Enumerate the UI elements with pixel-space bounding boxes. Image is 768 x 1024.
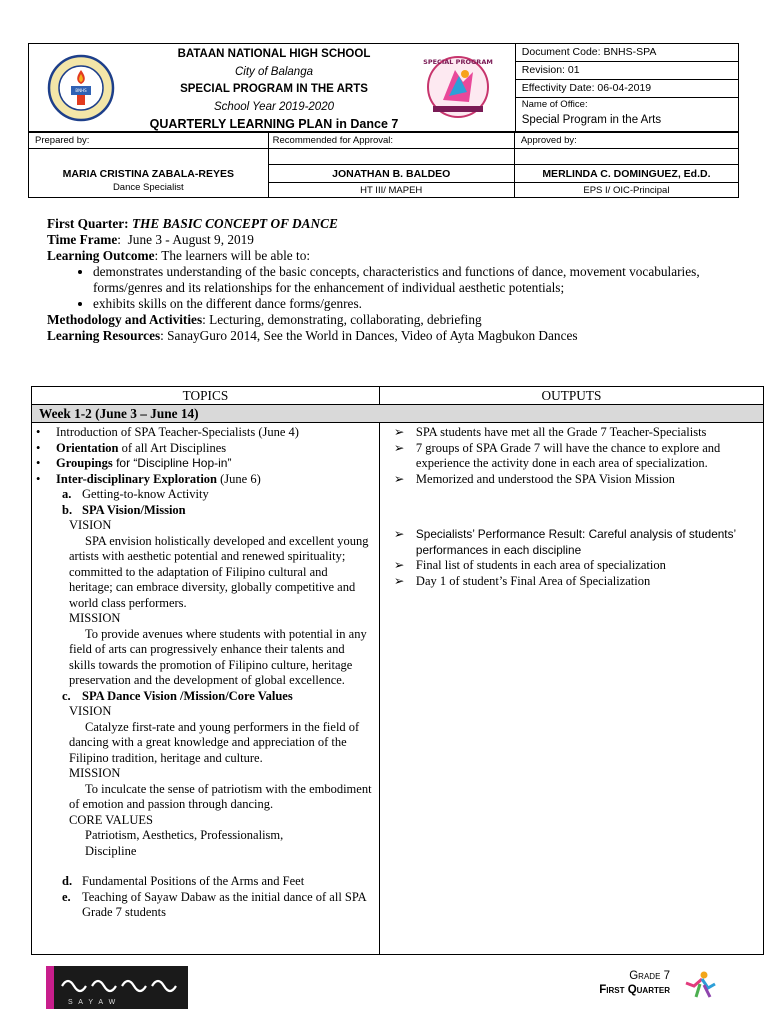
dance-mission-text: To inculcate the sense of patriotism with the embodiment of emotion and passion through dancing. [69,781,372,811]
spa-logo-icon [419,52,497,122]
doc-meta [515,44,738,132]
school-seal-icon [47,54,115,122]
quarter-info [47,216,727,344]
resources-line: Learning Resources: SanayGuro 2014, See the World in Dances, Video of Ayta Magbukon Dances [47,328,578,343]
list-item: c. SPA Dance Vision /Mission/Core Values [62,688,293,703]
list-item: • exhibits skills on the different dance forms/genres. [93,296,727,312]
logo-subtext: S A Y A W [68,999,118,1006]
quarter-line: First Quarter: THE BASIC CONCEPT OF DANCE [47,216,338,231]
signatory-table [28,132,739,198]
list-item: d. Fundamental Positions of the Arms and Feet [62,874,305,888]
dance-vision-text: Catalyze first-rate and young performers in the field of dancing with a great knowledge and appreciation of the Filipino tradition, heritage and culture. [69,719,360,765]
prepared-label: Prepared by: [29,133,269,149]
office-value: Special Program in the Arts [521,114,662,126]
footer-quarter: First Quarter [599,984,670,996]
sayaw-logo [46,966,188,1009]
dance-vision-heading: VISION [69,704,112,718]
recommender-title: HT III/ MAPEH [268,183,514,198]
school-block [29,44,516,132]
dancer-figure-icon [682,970,718,1000]
mission-text: To provide avenues where students with potential in any field of arts can progressively enhance their talents and skills towards the promotion of Filipino culture, heritage preservation and the development of global excellence. [69,626,367,687]
methodology-line: Methodology and Activities: Lecturing, demonstrating, collaborating, debriefing [47,312,482,327]
quarter-title: THE BASIC CONCEPT OF DANCE [131,216,338,231]
revision: Revision: 01 [516,62,738,80]
svg-text:BNHS: BNHS [75,88,87,93]
week-row: Week 1-2 (June 3 – June 14) [32,405,764,423]
preparer-cell [29,149,269,198]
list-item: ➢ Final list of students in each area of specialization [393,558,666,572]
mission-heading: MISSION [69,611,121,625]
list-item: ➢ 7 groups of SPA Grade 7 will have the chance to explore and experience the activity done in each area of specialization. [393,440,721,470]
approver-title: EPS I/ OIC-Principal [514,183,738,198]
list-item: ➢ SPA students have met all the Grade 7 Teacher-Specialists [393,425,707,439]
table-row: • Groupings for “Discipline Hop-in” [36,456,232,470]
table-row: • Orientation of all Art Disciplines [36,440,227,455]
recommender-name: JONATHAN B. BALDEO [268,165,514,183]
list-item: a. Getting-to-know Activity [62,487,209,501]
table-row: • Introduction of SPA Teacher-Specialists (June 4) [36,425,299,439]
program-name: SPECIAL PROGRAM IN THE ARTS [180,83,368,95]
preparer-name: MARIA CRISTINA ZABALA-REYES [62,168,234,180]
vision-heading: VISION [69,518,112,532]
list-item: • demonstrates understanding of the basic concepts, characteristics and functions of dance, movement vocabularies, forms/genres and its relationships for the enhancement of individual aesthetic potentials; [93,264,727,296]
office-label: Name of Office: [521,99,588,110]
list-item: ➢ Specialists’ Performance Result: Careful analysis of students’ performances in each discipline [393,527,736,557]
approved-label: Approved by: [514,133,738,149]
document-code: Document Code: BNHS-SPA [516,44,738,62]
list-item: e. Teaching of Sayaw Dabaw as the initial dance of all SPA Grade 7 students [62,889,367,919]
plan-title: QUARTERLY LEARNING PLAN in Dance 7 [149,117,399,131]
city-name: City of Balanga [235,65,313,78]
vision-text: SPA envision holistically developed and excellent young artists with aesthetic potential and renewed spirituality; committed to the adaptation of Filipino cultural and heritage; can embrace diversity, globally competitive and world class performers. [69,533,369,610]
svg-text:SPECIAL PROGRAM: SPECIAL PROGRAM [423,58,493,66]
dance-mission-heading: MISSION [69,766,121,780]
list-item: b. SPA Vision/Mission [62,502,186,517]
footer-grade: Grade 7 [629,970,670,982]
approver-name: MERLINDA C. DOMINGUEZ, Ed.D. [514,165,738,183]
topics-cell [32,423,380,955]
effectivity-date: Effectivity Date: 06-04-2019 [516,80,738,98]
document-header [28,43,739,132]
outcome-list [47,264,727,312]
time-frame-line: Time Frame: June 3 - August 9, 2019 [47,232,254,247]
preparer-title: Dance Specialist [112,182,184,193]
recommended-label: Recommended for Approval: [268,133,514,149]
school-name: BATAAN NATIONAL HIGH SCHOOL [177,48,371,60]
list-item: ➢ Day 1 of student’s Final Area of Specialization [393,573,651,588]
column-header-outputs: OUTPUTS [379,387,763,405]
column-header-topics: TOPICS [32,387,380,405]
list-item: ➢ Memorized and understood the SPA Vision Mission [393,471,675,486]
core-values-heading: CORE VALUES [69,812,153,827]
outputs-cell [379,423,763,955]
school-year: School Year 2019-2020 [214,100,334,113]
footer-label [560,969,670,997]
table-row: • Inter-disciplinary Exploration (June 6) [36,471,261,486]
topics-outputs-table [31,386,764,955]
core-values-text: Patriotism, Aesthetics, Professionalism, Discipline [85,828,284,858]
outcome-line: Learning Outcome: The learners will be able to: [47,248,311,263]
